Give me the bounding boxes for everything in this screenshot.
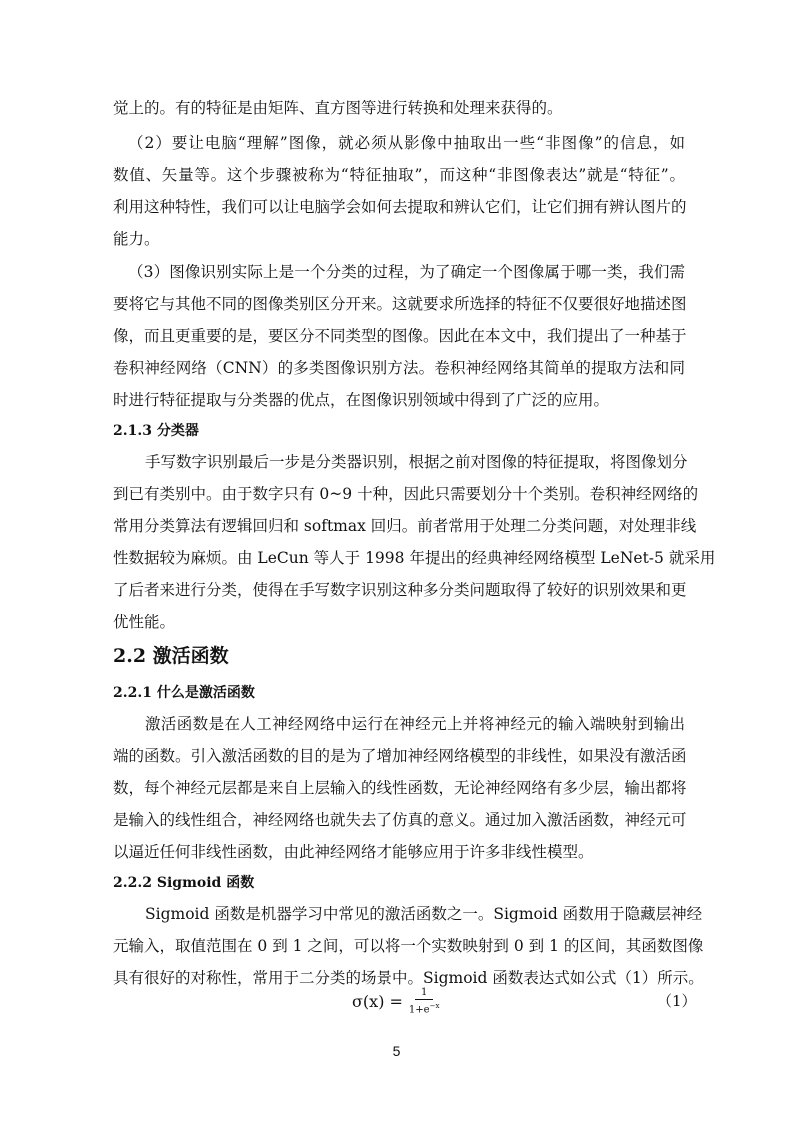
- paragraph-line: 手写数字识别最后一步是分类器识别，根据之前对图像的特征提取，将图像划分: [145, 453, 688, 471]
- paragraph-line: 端的函数。引入激活函数的目的是为了增加神经网络模型的非线性，如果没有激活函: [113, 747, 687, 765]
- paragraph-line: 激活函数是在人工神经网络中运行在神经元上并将神经元的输入端映射到输出: [145, 715, 685, 733]
- paragraph-line: 常用分类算法有逻辑回归和 softmax 回归。前者常用于处理二分类问题，对处理非线: [113, 517, 697, 535]
- formula-denominator: $1+e^{-x}$: [408, 1001, 440, 1016]
- paragraph-line: 能力。: [113, 230, 160, 248]
- paragraph-line: 具有很好的对称性，常用于二分类的场景中。Sigmoid 函数表达式如公式（1）所示。: [113, 969, 704, 987]
- formula-exponent: −x: [429, 1001, 440, 1010]
- page-number: 5: [392, 1043, 401, 1059]
- paragraph-line: 数值、矢量等。这个步骤被称为“特征抽取”，而这种“非图像表达”就是“特征”。: [113, 166, 685, 184]
- paragraph-line: Sigmoid 函数是机器学习中常见的激活函数之一。Sigmoid 函数用于隐藏层神经: [145, 905, 703, 923]
- paragraph-line: （3）图像识别实际上是一个分类的过程，为了确定一个图像属于哪一类，我们需: [128, 263, 685, 281]
- paragraph-line: 性数据较为麻烦。由 LeCun 等人于 1998 年提出的经典神经网络模型 LeNet-5 就采用: [113, 549, 716, 567]
- paragraph-line: 到已有类别中。由于数字只有 0~9 十种，因此只需要划分十个类别。卷积神经网络的: [113, 485, 699, 503]
- paragraph-line: 数，每个神经元层都是来自上层输入的线性函数，无论神经网络有多少层，输出都将: [113, 779, 687, 797]
- formula-fraction: [409, 986, 440, 1016]
- paragraph-line: 觉上的。有的特征是由矩阵、直方图等进行转换和处理来获得的。: [113, 99, 563, 117]
- paragraph-line: 了后者来进行分类，使得在手写数字识别这种多分类问题取得了较好的识别效果和更: [113, 581, 687, 599]
- paragraph-line: 像，而且更重要的是，要区分不同类型的图像。因此在本文中，我们提出了一种基于: [113, 327, 687, 345]
- paragraph-line: 要将它与其他不同的图像类别区分开来。这就要求所选择的特征不仅要很好地描述图: [113, 295, 687, 313]
- sigmoid-formula: [352, 984, 439, 1018]
- section-heading: 2.1.3 分类器: [113, 423, 199, 439]
- paragraph-line: 卷积神经网络（CNN）的多类图像识别方法。卷积神经网络其简单的提取方法和同: [113, 359, 685, 377]
- paragraph-line: 以逼近任何非线性函数，由此神经网络才能够应用于许多非线性模型。: [113, 843, 594, 861]
- paragraph-line: 是输入的线性组合，神经网络也就失去了仿真的意义。通过加入激活函数，神经元可: [113, 811, 687, 829]
- formula-lhs: σ(x) =: [352, 991, 403, 1011]
- paragraph-line: 时进行特征提取与分类器的优点，在图像识别领域中得到了广泛的应用。: [113, 391, 610, 409]
- equation-number: （1）: [657, 992, 697, 1010]
- paragraph-line: 元输入，取值范围在 0 到 1 之间，可以将一个实数映射到 0 到 1 的区间，其函数图像: [113, 937, 704, 955]
- paragraph-line: 利用这种特性，我们可以让电脑学会如何去提取和辨认它们，让它们拥有辨认图片的: [113, 198, 687, 216]
- chapter-heading: 2.2 激活函数: [113, 645, 229, 667]
- paragraph-line: （2）要让电脑“理解”图像，就必须从影像中抽取出一些“非图像”的信息，如: [128, 134, 685, 152]
- paragraph-line: 优性能。: [113, 613, 176, 631]
- formula-numerator: 1: [415, 986, 433, 1000]
- section-heading: 2.2.1 什么是激活函数: [113, 685, 255, 701]
- section-heading: 2.2.2 Sigmoid 函数: [113, 875, 255, 891]
